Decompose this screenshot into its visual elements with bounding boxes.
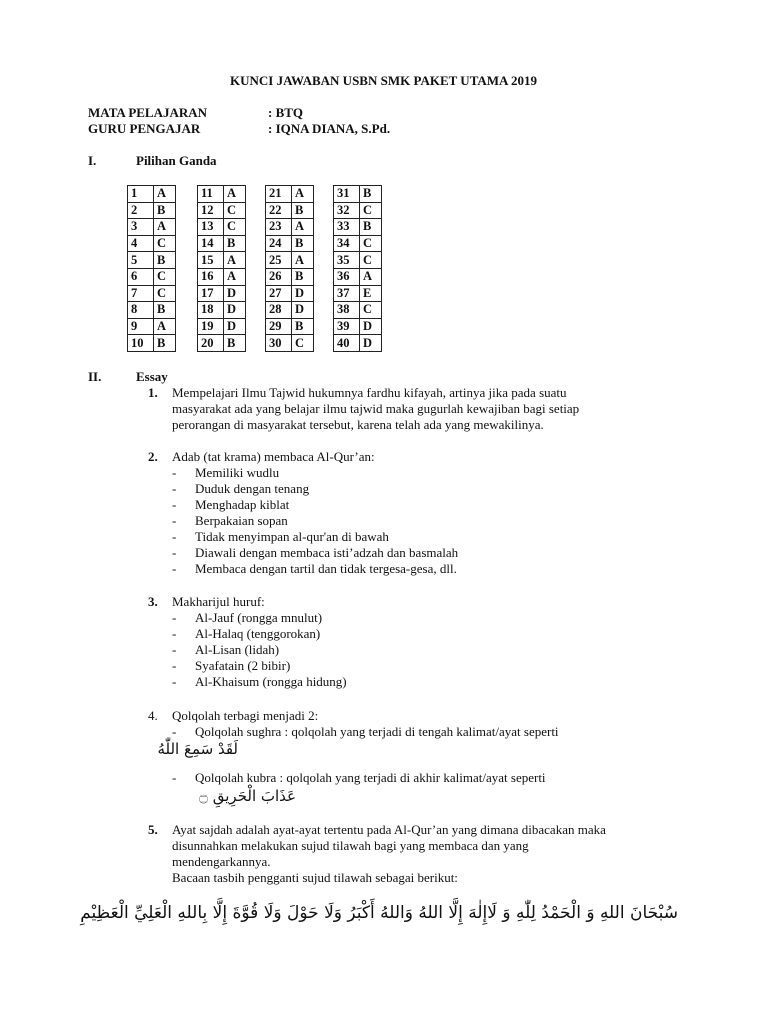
essay-4-item: Qolqolah kubra : qolqolah yang terjadi di akhir kalimat/ayat seperti — [195, 770, 546, 785]
essay-3-number: 3. — [148, 594, 158, 609]
question-number: 34 — [334, 235, 360, 252]
table-row — [334, 235, 382, 252]
table-row — [128, 219, 176, 236]
question-number: 1 — [128, 186, 154, 203]
question-number: 13 — [198, 219, 224, 236]
question-number: 28 — [266, 302, 292, 319]
answer-letter: B — [224, 335, 246, 352]
table-row — [266, 252, 314, 269]
question-number: 15 — [198, 252, 224, 269]
question-number: 5 — [128, 252, 154, 269]
essay-list-item: Al-Jauf (rongga mnulut) — [195, 610, 323, 625]
question-number: 37 — [334, 285, 360, 302]
list-dash: - — [172, 642, 177, 657]
question-number: 9 — [128, 318, 154, 335]
answer-letter: C — [360, 202, 382, 219]
essay-5-line: disunnahkan melakukan sujud tilawah bagi yang membaca dan yang — [172, 838, 529, 853]
question-number: 30 — [266, 335, 292, 352]
table-row — [198, 219, 246, 236]
answer-letter: D — [224, 285, 246, 302]
list-dash: - — [172, 626, 177, 641]
answer-letter: D — [360, 335, 382, 352]
question-number: 33 — [334, 219, 360, 236]
list-dash: - — [172, 610, 177, 625]
answer-letter: A — [154, 219, 176, 236]
list-dash: - — [172, 513, 177, 528]
table-row — [198, 186, 246, 203]
table-row — [334, 302, 382, 319]
list-dash: - — [172, 561, 177, 576]
section-1-heading: Pilihan Ganda — [136, 153, 217, 168]
table-row — [334, 318, 382, 335]
essay-list-item: Duduk dengan tenang — [195, 481, 310, 496]
essay-list-item: Menghadap kiblat — [195, 497, 290, 512]
answer-letter: A — [224, 252, 246, 269]
table-row — [266, 318, 314, 335]
question-number: 4 — [128, 235, 154, 252]
answer-letter: D — [292, 302, 314, 319]
question-number: 40 — [334, 335, 360, 352]
essay-1-line: perorangan di masyarakat tersebut, karena telah ada yang mewakilinya. — [172, 417, 544, 432]
question-number: 36 — [334, 268, 360, 285]
table-row — [198, 335, 246, 352]
table-row — [198, 268, 246, 285]
essay-list-item: Al-Halaq (tenggorokan) — [195, 626, 321, 641]
essay-1-number: 1. — [148, 385, 158, 400]
table-row — [334, 219, 382, 236]
question-number: 19 — [198, 318, 224, 335]
section-2-heading: Essay — [136, 369, 168, 384]
essay-list-item: Tidak menyimpan al-qur'an di bawah — [195, 529, 389, 544]
list-dash: - — [172, 529, 177, 544]
question-number: 17 — [198, 285, 224, 302]
table-row — [128, 302, 176, 319]
question-number: 24 — [266, 235, 292, 252]
answer-letter: D — [360, 318, 382, 335]
essay-1-line: Mempelajari Ilmu Tajwid hukumnya fardhu kifayah, artinya jika pada suatu — [172, 385, 567, 400]
list-dash: - — [172, 481, 177, 496]
table-row — [334, 285, 382, 302]
table-row — [334, 335, 382, 352]
essay-list-item: Diawali dengan membaca isti’adzah dan basmalah — [195, 545, 459, 560]
meta-label-subject: MATA PELAJARAN — [88, 105, 208, 120]
list-dash: - — [172, 497, 177, 512]
answer-key-table — [197, 185, 246, 352]
answer-letter: D — [224, 318, 246, 335]
question-number: 23 — [266, 219, 292, 236]
table-row — [266, 302, 314, 319]
table-row — [334, 202, 382, 219]
answer-letter: B — [360, 219, 382, 236]
essay-4-item: Qolqolah sughra : qolqolah yang terjadi di tengah kalimat/ayat seperti — [195, 724, 559, 739]
question-number: 20 — [198, 335, 224, 352]
list-dash: - — [172, 724, 177, 739]
table-row — [128, 318, 176, 335]
arabic-tasbih: سُبْحَانَ اللهِ وَ الْحَمْدُ لِلّٰهِ وَ لَاإِلٰهَ إِلَّا اللهُ وَاللهُ أَكْبَرُ وَلَا حَوْلَ وَلَا قُوَّةَ إِلَّا بِاللهِ الْعَلِيِّ الْعَظِيْمِ — [80, 903, 678, 923]
section-1-numeral: I. — [88, 153, 97, 168]
question-number: 14 — [198, 235, 224, 252]
table-row — [266, 186, 314, 203]
answer-letter: A — [224, 186, 246, 203]
table-row — [128, 235, 176, 252]
arabic-example-sughra: لَقَدْ سَمِعَ اللّٰهُ — [157, 740, 238, 758]
meta-value-subject: : BTQ — [268, 105, 304, 120]
question-number: 27 — [266, 285, 292, 302]
question-number: 32 — [334, 202, 360, 219]
question-number: 29 — [266, 318, 292, 335]
table-row — [198, 202, 246, 219]
question-number: 10 — [128, 335, 154, 352]
essay-5-line: mendengarkannya. — [172, 854, 271, 869]
essay-5-line: Bacaan tasbih pengganti sujud tilawah sebagai berikut: — [172, 870, 458, 885]
table-row — [266, 285, 314, 302]
list-dash: - — [172, 770, 177, 785]
answer-letter: B — [154, 252, 176, 269]
table-row — [198, 318, 246, 335]
table-row — [198, 235, 246, 252]
answer-letter: D — [292, 285, 314, 302]
answer-letter: B — [224, 235, 246, 252]
answer-letter: C — [154, 235, 176, 252]
table-row — [128, 252, 176, 269]
question-number: 12 — [198, 202, 224, 219]
table-row — [266, 235, 314, 252]
question-number: 6 — [128, 268, 154, 285]
answer-letter: C — [292, 335, 314, 352]
table-row — [128, 186, 176, 203]
list-dash: - — [172, 545, 177, 560]
answer-letter: C — [360, 302, 382, 319]
answer-letter: C — [154, 285, 176, 302]
table-row — [128, 268, 176, 285]
answer-letter: E — [360, 285, 382, 302]
answer-letter: B — [154, 302, 176, 319]
table-row — [266, 219, 314, 236]
table-row — [266, 335, 314, 352]
table-row — [198, 302, 246, 319]
table-row — [198, 252, 246, 269]
answer-letter: A — [292, 252, 314, 269]
essay-list-item: Syafatain (2 bibir) — [195, 658, 291, 673]
answer-letter: B — [292, 202, 314, 219]
answer-letter: C — [360, 252, 382, 269]
essay-list-item: Membaca dengan tartil dan tidak tergesa-gesa, dll. — [195, 561, 457, 576]
essay-3-intro: Makharijul huruf: — [172, 594, 265, 609]
table-row — [128, 285, 176, 302]
essay-4-intro: Qolqolah terbagi menjadi 2: — [172, 708, 319, 723]
answer-key-table — [127, 185, 176, 352]
answer-letter: C — [224, 219, 246, 236]
essay-list-item: Al-Lisan (lidah) — [195, 642, 280, 657]
answer-letter: A — [292, 186, 314, 203]
table-row — [266, 268, 314, 285]
answer-letter: B — [360, 186, 382, 203]
section-2-numeral: II. — [88, 369, 102, 384]
answer-letter: A — [360, 268, 382, 285]
essay-2-number: 2. — [148, 449, 158, 464]
answer-letter: A — [292, 219, 314, 236]
question-number: 8 — [128, 302, 154, 319]
answer-letter: B — [292, 235, 314, 252]
essay-list-item: Memiliki wudlu — [195, 465, 280, 480]
table-row — [198, 285, 246, 302]
question-number: 35 — [334, 252, 360, 269]
list-dash: - — [172, 674, 177, 689]
answer-key-table — [333, 185, 382, 352]
essay-5-number: 5. — [148, 822, 158, 837]
list-dash: - — [172, 465, 177, 480]
answer-letter: C — [224, 202, 246, 219]
answer-letter: B — [154, 202, 176, 219]
question-number: 18 — [198, 302, 224, 319]
table-row — [128, 335, 176, 352]
question-number: 25 — [266, 252, 292, 269]
answer-key-table — [265, 185, 314, 352]
table-row — [334, 268, 382, 285]
answer-letter: A — [154, 186, 176, 203]
answer-letter: D — [224, 302, 246, 319]
question-number: 7 — [128, 285, 154, 302]
essay-4-number: 4. — [148, 708, 158, 723]
answer-letter: B — [154, 335, 176, 352]
answer-letter: B — [292, 268, 314, 285]
question-number: 31 — [334, 186, 360, 203]
essay-5-line: Ayat sajdah adalah ayat-ayat tertentu pada Al-Qur’an yang dimana dibacakan maka — [172, 822, 606, 837]
essay-list-item: Al-Khaisum (rongga hidung) — [195, 674, 347, 689]
question-number: 39 — [334, 318, 360, 335]
list-dash: - — [172, 658, 177, 673]
answer-letter: B — [292, 318, 314, 335]
question-number: 3 — [128, 219, 154, 236]
question-number: 22 — [266, 202, 292, 219]
document-title: KUNCI JAWABAN USBN SMK PAKET UTAMA 2019 — [230, 73, 537, 88]
table-row — [334, 186, 382, 203]
table-row — [334, 252, 382, 269]
question-number: 21 — [266, 186, 292, 203]
table-row — [128, 202, 176, 219]
essay-1-line: masyarakat ada yang belajar ilmu tajwid maka gugurlah kewajiban bagi setiap — [172, 401, 580, 416]
meta-label-teacher: GURU PENGAJAR — [88, 121, 201, 136]
essay-list-item: Berpakaian sopan — [195, 513, 288, 528]
question-number: 11 — [198, 186, 224, 203]
table-row — [266, 202, 314, 219]
answer-letter: A — [224, 268, 246, 285]
answer-letter: C — [154, 268, 176, 285]
answer-letter: A — [154, 318, 176, 335]
arabic-example-kubra: عَذَابَ الْحَرِيقِ ۝ — [199, 787, 296, 805]
essay-2-intro: Adab (tat krama) membaca Al-Qur’an: — [172, 449, 375, 464]
question-number: 2 — [128, 202, 154, 219]
question-number: 38 — [334, 302, 360, 319]
question-number: 16 — [198, 268, 224, 285]
question-number: 26 — [266, 268, 292, 285]
answer-letter: C — [360, 235, 382, 252]
meta-value-teacher: : IQNA DIANA, S.Pd. — [268, 121, 391, 136]
